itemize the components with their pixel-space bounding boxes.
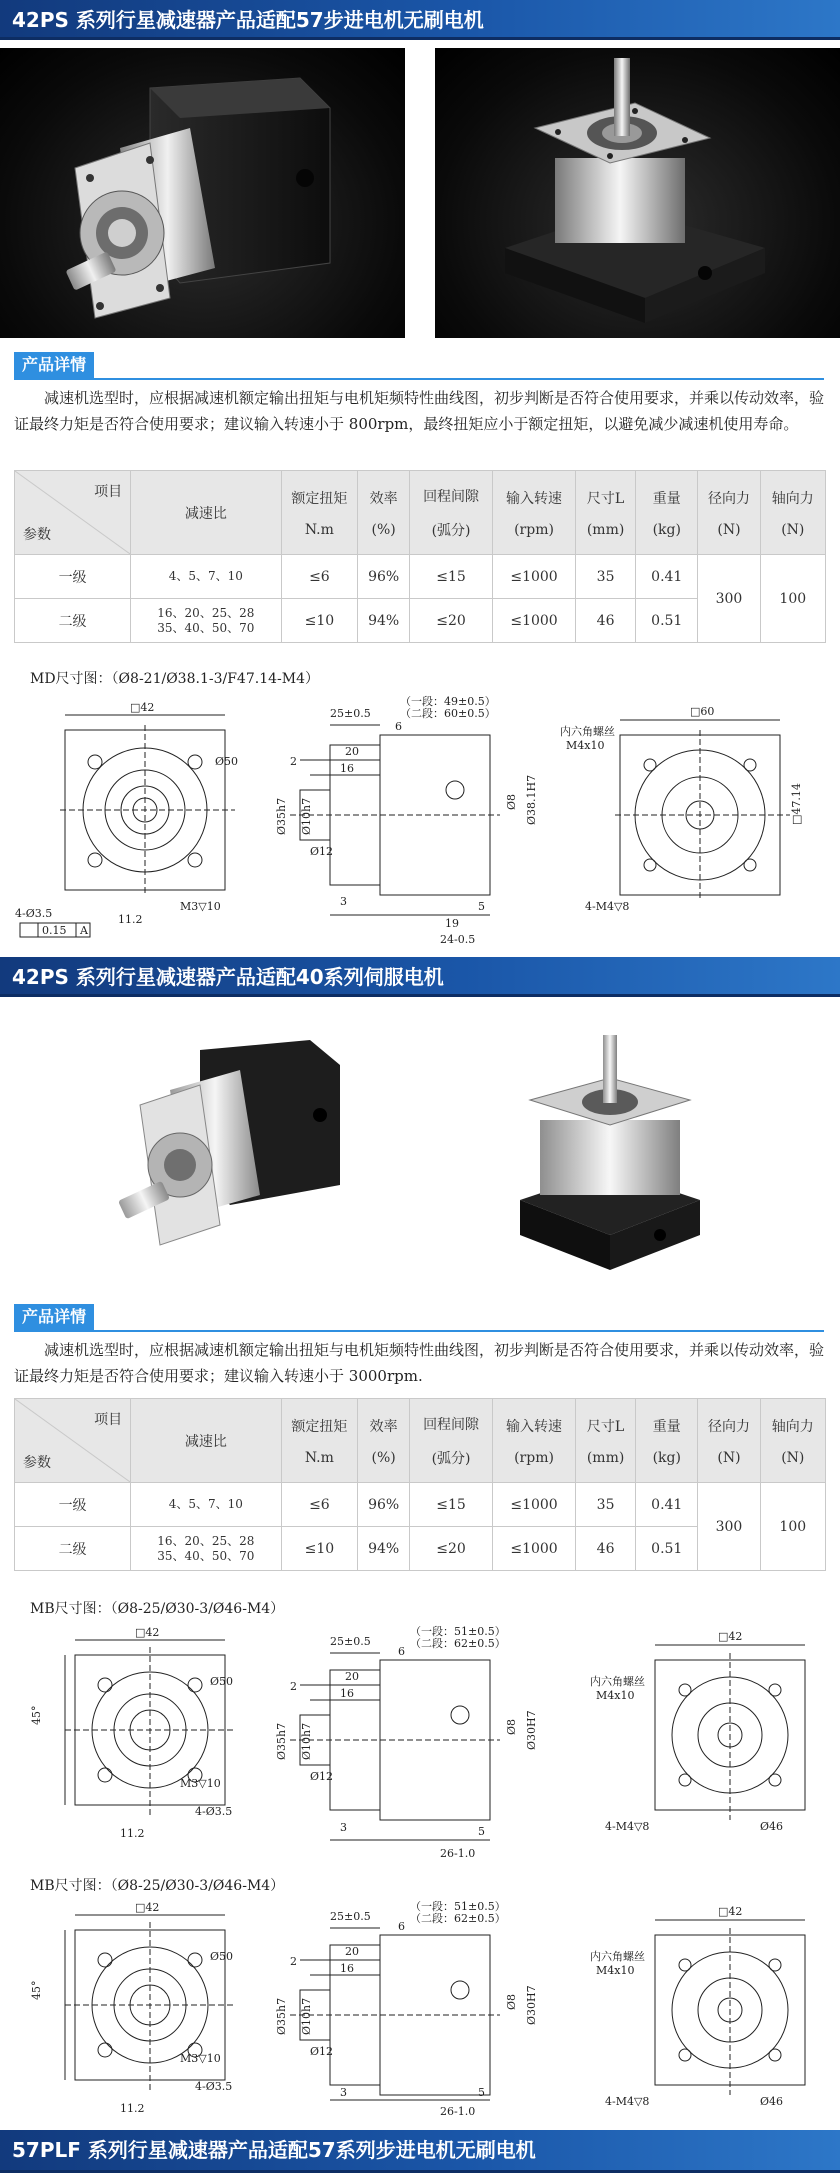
svg-text:（二段：62±0.5）: （二段：62±0.5） (410, 1912, 506, 1925)
svg-text:□47.14: □47.14 (790, 783, 803, 825)
dim-title-mb-1: MB尺寸图：（Ø8-25/Ø30-3/Ø46-M4） (30, 1601, 285, 1617)
svg-text:4-M4▽8: 4-M4▽8 (585, 900, 630, 913)
svg-text:M3▽10: M3▽10 (180, 1777, 221, 1790)
svg-text:25±0.5: 25±0.5 (330, 1910, 371, 1923)
svg-text:M4x10: M4x10 (596, 1689, 635, 1702)
svg-text:6: 6 (395, 720, 402, 733)
svg-text:内六角螺丝: 内六角螺丝 (560, 725, 615, 738)
col-speed: 输入转速 (rpm) (493, 471, 576, 555)
svg-text:□42: □42 (718, 1905, 743, 1918)
svg-text:20: 20 (345, 1670, 359, 1683)
selection-description: 减速机选型时，应根据减速机额定输出扭矩与电机矩频特性曲线图，初步判断是否符合使用要求，并乘以传动效率，验证最终力矩是否符合使用要求；建议输入转速小于 800rpm，最终扭矩应小于额定扭矩，以避免减少减速机使用寿命。 (14, 389, 825, 433)
product-photo-servo-side (110, 1020, 390, 1270)
svg-text:M3▽10: M3▽10 (180, 2052, 221, 2065)
col-efficiency: 效率 (%) (358, 471, 410, 555)
svg-text:11.2: 11.2 (118, 913, 143, 926)
product-photo-gearbox-side (0, 48, 405, 338)
col-torque: 额定扭矩 N.m (281, 1399, 358, 1483)
spec-table-2 (14, 1398, 826, 1571)
svg-text:Ø50: Ø50 (210, 1950, 234, 1963)
radial-value: 300 (698, 555, 760, 643)
svg-text:Ø12: Ø12 (310, 2045, 334, 2058)
svg-text:Ø12: Ø12 (310, 1770, 334, 1783)
svg-text:26-1.0: 26-1.0 (440, 2105, 476, 2118)
svg-text:5: 5 (478, 900, 485, 913)
svg-text:45°: 45° (30, 1705, 43, 1725)
svg-text:Ø12: Ø12 (310, 845, 334, 858)
col-length: 尺寸L (mm) (576, 1399, 636, 1483)
svg-text:内六角螺丝: 内六角螺丝 (590, 1950, 645, 1963)
banner-57plf: 57PLF 系列行星减速器产品适配57系列步进电机无刷电机 (0, 2130, 840, 2173)
svg-text:Ø50: Ø50 (215, 755, 239, 768)
col-backlash: 回程间隙 (弧分) (410, 471, 493, 555)
svg-text:4-Ø3.5: 4-Ø3.5 (195, 2080, 233, 2093)
svg-text:4-M4▽8: 4-M4▽8 (605, 1820, 650, 1833)
table-row: 一级 4、5、7、10 ≤6 96% ≤15 ≤1000 35 0.41 300 100 (15, 1483, 826, 1527)
spec-table (14, 470, 826, 643)
col-speed: 输入转速 (rpm) (493, 1399, 576, 1483)
dim-title-md: MD尺寸图：（Ø8-21/Ø38.1-3/F47.14-M4） (30, 671, 319, 687)
svg-text:Ø10h7: Ø10h7 (300, 797, 313, 835)
md-dimension-drawing (0, 695, 840, 950)
svg-text:19: 19 (445, 917, 459, 930)
svg-text:0.15: 0.15 (42, 924, 67, 937)
col-weight: 重量 (kg) (636, 1399, 698, 1483)
product-photo-servo-top (500, 1030, 720, 1280)
svg-text:（一段：49±0.5）: （一段：49±0.5） (400, 695, 496, 708)
svg-text:16: 16 (340, 1962, 354, 1975)
svg-text:16: 16 (340, 762, 354, 775)
col-backlash: 回程间隙 (弧分) (410, 1399, 493, 1483)
radial-value: 300 (698, 1483, 760, 1571)
svg-text:3: 3 (340, 1821, 347, 1834)
dim-title-mb-2: MB尺寸图：（Ø8-25/Ø30-3/Ø46-M4） (30, 1878, 285, 1894)
svg-text:Ø38.1H7: Ø38.1H7 (525, 774, 538, 825)
svg-text:Ø50: Ø50 (210, 1675, 234, 1688)
col-length: 尺寸L (mm) (576, 471, 636, 555)
svg-text:11.2: 11.2 (120, 1827, 145, 1840)
svg-text:6: 6 (398, 1645, 405, 1658)
svg-text:3: 3 (340, 895, 347, 908)
svg-text:Ø30H7: Ø30H7 (525, 1985, 538, 2025)
svg-text:4-Ø3.5: 4-Ø3.5 (195, 1805, 233, 1818)
svg-text:6: 6 (398, 1920, 405, 1933)
banner-42ps-40: 42PS 系列行星减速器产品适配40系列伺服电机 (0, 957, 840, 997)
svg-text:26-1.0: 26-1.0 (440, 1847, 476, 1860)
banner-42ps-57: 42PS 系列行星减速器产品适配57步进电机无刷电机 (0, 0, 840, 40)
svg-text:45°: 45° (30, 1980, 43, 2000)
svg-text:内六角螺丝: 内六角螺丝 (590, 1675, 645, 1688)
mb-dimension-drawing-2 (0, 1900, 840, 2122)
svg-text:M3▽10: M3▽10 (180, 900, 221, 913)
svg-text:3: 3 (340, 2086, 347, 2099)
col-weight: 重量 (kg) (636, 471, 698, 555)
table-row: 二级 16、20、25、28 35、40、50、70 ≤10 94% ≤20 ≤1000 46 0.51 (15, 1527, 826, 1571)
svg-text:4-M4▽8: 4-M4▽8 (605, 2095, 650, 2108)
section-divider (14, 1330, 824, 1332)
svg-text:Ø8: Ø8 (505, 1718, 518, 1735)
svg-text:（一段：51±0.5）: （一段：51±0.5） (410, 1900, 506, 1913)
col-axial: 轴向力 (N) (760, 471, 825, 555)
col-ratio: 减速比 (131, 1399, 281, 1483)
svg-text:20: 20 (345, 745, 359, 758)
svg-text:□42: □42 (718, 1630, 743, 1643)
table-row: 二级 16、20、25、28 35、40、50、70 ≤10 94% ≤20 ≤1000 46 0.51 (15, 599, 826, 643)
col-radial: 径向力 (N) (698, 471, 760, 555)
svg-text:Ø8: Ø8 (505, 1993, 518, 2010)
col-radial: 径向力 (N) (698, 1399, 760, 1483)
svg-text:24-0.5: 24-0.5 (440, 933, 476, 946)
svg-text:（二段：60±0.5）: （二段：60±0.5） (400, 707, 496, 720)
svg-text:2: 2 (290, 1955, 297, 1968)
svg-text:Ø35h7: Ø35h7 (275, 1722, 288, 1760)
selection-description-2: 减速机选型时，应根据减速机额定输出扭矩与电机矩频特性曲线图，初步判断是否符合使用要求，并乘以传动效率，验证最终力矩是否符合使用要求；建议输入转速小于 3000rpm. (14, 1341, 825, 1385)
col-efficiency: 效率 (%) (358, 1399, 410, 1483)
svg-text:Ø35h7: Ø35h7 (275, 1997, 288, 2035)
axial-value: 100 (760, 1483, 825, 1571)
svg-text:Ø30H7: Ø30H7 (525, 1710, 538, 1750)
svg-text:4-Ø3.5: 4-Ø3.5 (15, 907, 53, 920)
svg-text:Ø46: Ø46 (760, 2095, 784, 2108)
svg-text:20: 20 (345, 1945, 359, 1958)
col-torque: 额定扭矩 N.m (281, 471, 358, 555)
svg-text:Ø8: Ø8 (505, 793, 518, 810)
svg-text:Ø35h7: Ø35h7 (275, 797, 288, 835)
table-corner: 项目 参数 (15, 1399, 131, 1483)
svg-text:5: 5 (478, 1825, 485, 1838)
svg-text:Ø46: Ø46 (760, 1820, 784, 1833)
table-corner: 项目 参数 (15, 471, 131, 555)
mb-dimension-drawing-1 (0, 1625, 840, 1880)
svg-text:Ø10h7: Ø10h7 (300, 1997, 313, 2035)
svg-text:25±0.5: 25±0.5 (330, 1635, 371, 1648)
svg-text:11.2: 11.2 (120, 2102, 145, 2115)
table-row: 一级 4、5、7、10 ≤6 96% ≤15 ≤1000 35 0.41 300 100 (15, 555, 826, 599)
md-front-sq: □42 (130, 701, 155, 714)
product-photo-gearbox-top (435, 48, 840, 338)
svg-text:5: 5 (478, 2086, 485, 2099)
section-divider (14, 378, 824, 380)
svg-text:（二段：62±0.5）: （二段：62±0.5） (410, 1637, 506, 1650)
svg-text:2: 2 (290, 1680, 297, 1693)
svg-text:（一段：51±0.5）: （一段：51±0.5） (410, 1625, 506, 1638)
svg-text:□42: □42 (135, 1901, 160, 1914)
svg-text:Ø10h7: Ø10h7 (300, 1722, 313, 1760)
section-label-details: 产品详情 (14, 352, 94, 378)
svg-text:M4x10: M4x10 (566, 739, 605, 752)
svg-text:M4x10: M4x10 (596, 1964, 635, 1977)
svg-text:25±0.5: 25±0.5 (330, 707, 371, 720)
col-axial: 轴向力 (N) (760, 1399, 825, 1483)
axial-value: 100 (760, 555, 825, 643)
svg-text:2: 2 (290, 755, 297, 768)
section-label-details-2: 产品详情 (14, 1304, 94, 1330)
svg-text:□42: □42 (135, 1626, 160, 1639)
svg-text:□60: □60 (690, 705, 715, 718)
svg-text:A: A (80, 924, 88, 937)
svg-text:16: 16 (340, 1687, 354, 1700)
col-ratio: 减速比 (131, 471, 281, 555)
